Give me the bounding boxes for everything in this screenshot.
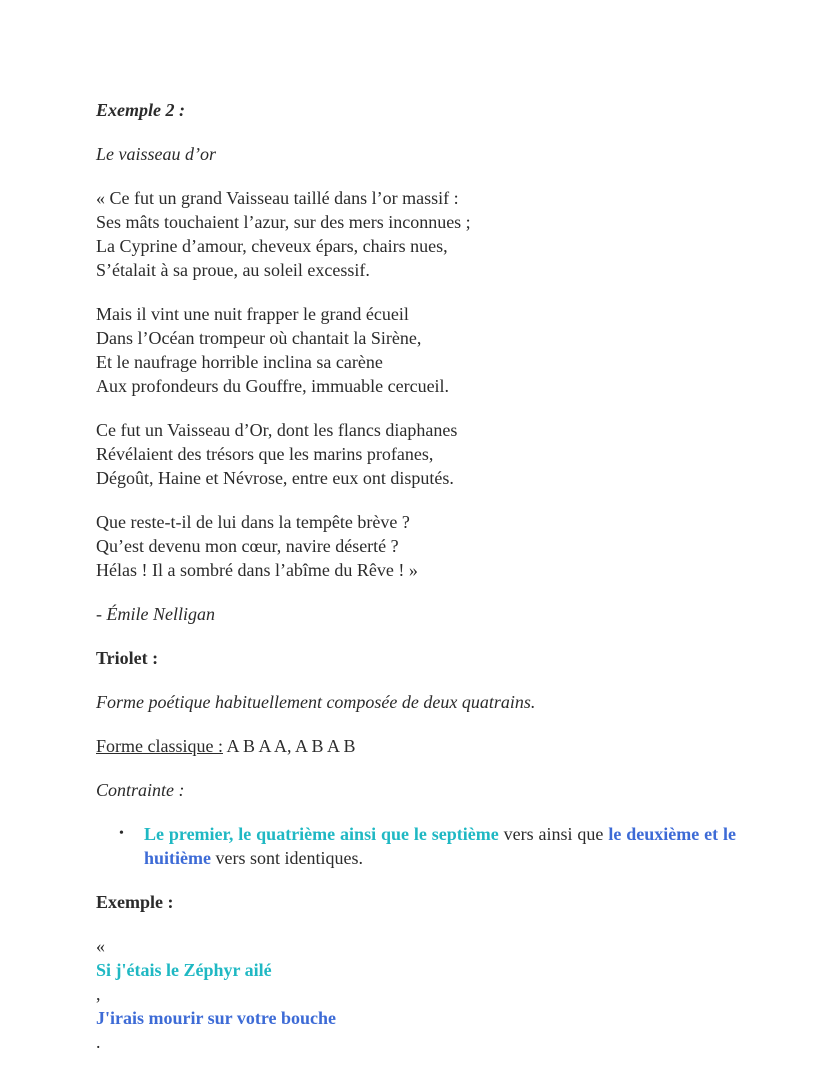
example2-heading: Exemple 2 : — [96, 100, 185, 120]
constraint-text-1: vers ainsi que — [498, 824, 609, 844]
verse: S’étalait à sa proue, au soleil excessif. — [96, 260, 370, 280]
document-content — [96, 98, 736, 1054]
constraint-highlight-1: Le premier, le quatrième ainsi que le septième — [144, 824, 499, 844]
stanza-1 — [96, 186, 736, 282]
example-punct-2: . — [96, 1032, 101, 1052]
poem-author: - Émile Nelligan — [96, 604, 215, 624]
example-heading: Exemple : — [96, 892, 174, 912]
verse: Qu’est devenu mon cœur, navire déserté ? — [96, 536, 399, 556]
example-punct-1: , — [96, 984, 101, 1004]
verse: La Cyprine d’amour, cheveux épars, chairs nues, — [96, 236, 448, 256]
stanza-2 — [96, 302, 736, 398]
example-verse-1: Si j'étais le Zéphyr ailé — [96, 960, 272, 980]
verse: Et le naufrage horrible inclina sa carène — [96, 352, 383, 372]
verse: Aux profondeurs du Gouffre, immuable cercueil. — [96, 376, 450, 396]
constraint-label: Contrainte : — [96, 780, 185, 800]
example-line-1 — [96, 934, 736, 1006]
classic-form-label: Forme classique : — [96, 736, 223, 756]
verse: Que reste-t-il de lui dans la tempête brève ? — [96, 512, 410, 532]
example-line-2 — [96, 1006, 736, 1054]
verse: « Ce fut un grand Vaisseau taillé dans l’or massif : — [96, 188, 459, 208]
verse: Mais il vint une nuit frapper le grand écueil — [96, 304, 409, 324]
open-quote: « — [96, 936, 105, 956]
verse: Ses mâts touchaient l’azur, sur des mers inconnues ; — [96, 212, 471, 232]
verse: Révélaient des trésors que les marins profanes, — [96, 444, 434, 464]
stanza-3 — [96, 418, 736, 490]
stanza-4 — [96, 510, 736, 582]
triolet-example — [96, 934, 736, 1054]
verse: Hélas ! Il a sombré dans l’abîme du Rêve ! » — [96, 560, 418, 580]
constraint-text-2: vers sont identiques. — [211, 848, 363, 868]
poem-title: Le vaisseau d’or — [96, 144, 216, 164]
verse: Dégoût, Haine et Névrose, entre eux ont disputés. — [96, 468, 454, 488]
verse: Ce fut un Vaisseau d’Or, dont les flancs diaphanes — [96, 420, 458, 440]
classic-form-scheme: A B A A, A B A B — [222, 736, 356, 756]
triolet-heading: Triolet : — [96, 648, 159, 668]
bullet-icon: • — [119, 826, 124, 841]
classic-form — [96, 734, 736, 758]
constraint-item — [96, 822, 736, 870]
example-verse-2: J'irais mourir sur votre bouche — [96, 1008, 336, 1028]
triolet-definition: Forme poétique habituellement composée de deux quatrains. — [96, 692, 536, 712]
verse: Dans l’Océan trompeur où chantait la Sirène, — [96, 328, 422, 348]
constraint-highlight-2: le deuxième et le huitième — [144, 824, 736, 868]
